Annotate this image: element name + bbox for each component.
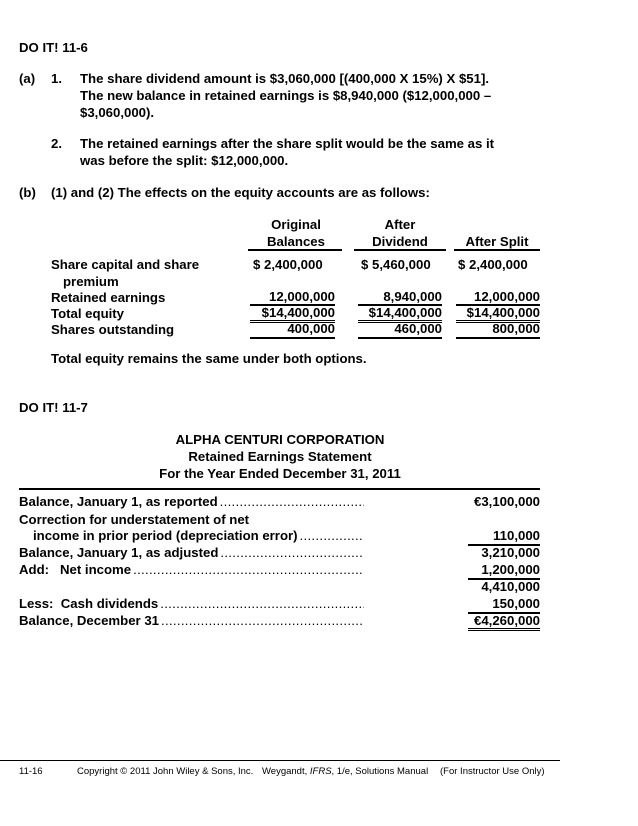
- row-share-capital-label-2: premium: [63, 274, 119, 289]
- row-total-equity-label: Total equity: [51, 306, 125, 321]
- row-share-capital-original: $ 2,400,000: [253, 257, 323, 272]
- row-share-capital-split: $ 2,400,000: [458, 257, 528, 272]
- row-retained-earnings-split: 12,000,000: [473, 289, 540, 304]
- row-shares-outstanding-dividend: 460,000: [394, 321, 442, 336]
- item-2-line-1: The retained earnings after the share split would be the same as it: [80, 136, 495, 151]
- line-balance-adjusted-amount: 3,210,000: [481, 545, 540, 560]
- row-total-equity-original: $14,400,000: [261, 305, 335, 320]
- footer-book: [262, 766, 428, 777]
- shares-split-rule: [456, 337, 540, 339]
- line-balance-reported: [19, 494, 364, 509]
- line-cash-dividends: [19, 596, 364, 611]
- item-1-line-3: $3,060,000).: [80, 105, 155, 120]
- line-balance-reported-label: Balance, January 1, as reported: [19, 494, 218, 509]
- footer-book-rest: , 1/e, Solutions Manual: [331, 766, 429, 777]
- line-net-income-amount: 1,200,000: [481, 562, 540, 577]
- col-after-line-2: Dividend: [372, 234, 428, 249]
- col-after-underline: [354, 249, 446, 251]
- row-retained-earnings-original: 12,000,000: [268, 289, 335, 304]
- line-correction-amount: 110,000: [493, 528, 540, 543]
- line-correction-detail: [33, 528, 364, 543]
- line-balance-dec31-label: Balance, December 31: [19, 613, 160, 628]
- footer-copyright: Copyright © 2011 John Wiley & Sons, Inc.: [77, 766, 254, 777]
- row-total-equity-dividend: $14,400,000: [368, 305, 442, 320]
- shares-dividend-rule: [358, 337, 442, 339]
- part-b-label: (b): [19, 185, 36, 200]
- row-share-capital-label: Share capital and share: [51, 257, 200, 272]
- footer-book-title: IFRS: [309, 766, 332, 777]
- col-split-underline: [454, 249, 540, 251]
- footer-rule: [0, 760, 560, 761]
- section-heading-11-7: DO IT! 11-7: [19, 400, 88, 415]
- col-split-header: After Split: [465, 234, 529, 249]
- part-b-text: (1) and (2) The effects on the equity accounts are as follows:: [51, 185, 430, 200]
- shares-original-rule: [250, 337, 335, 339]
- line-balance-adjusted: [19, 545, 364, 560]
- ending-balance-double-rule: [468, 628, 540, 631]
- line-net-income: [19, 562, 364, 577]
- conclusion-text: Total equity remains the same under both options.: [51, 351, 367, 366]
- line-correction-label: Correction for understatement of net: [19, 512, 250, 527]
- row-retained-earnings-dividend: 8,940,000: [383, 289, 442, 304]
- row-share-capital-dividend: $ 5,460,000: [361, 257, 431, 272]
- footer-instructor-note: (For Instructor Use Only): [440, 766, 545, 777]
- item-1-line-2: The new balance in retained earnings is $8,940,000 ($12,000,000 –: [80, 88, 492, 103]
- section-heading-11-6: DO IT! 11-6: [19, 40, 88, 55]
- item-2-line-2: was before the split: $12,000,000.: [80, 153, 289, 168]
- item-1-line-1: The share dividend amount is $3,060,000 [(400,000 X 15%) X $51].: [80, 71, 489, 86]
- row-shares-outstanding-original: 400,000: [287, 321, 335, 336]
- line-balance-dec31-amount: €4,260,000: [473, 613, 540, 628]
- col-original-line-2: Balances: [267, 234, 325, 249]
- statement-title: Retained Earnings Statement: [188, 449, 372, 464]
- line-correction-detail-label: income in prior period (depreciation error): [33, 528, 298, 543]
- row-total-equity-split: $14,400,000: [466, 305, 540, 320]
- company-name: ALPHA CENTURI CORPORATION: [175, 432, 385, 447]
- col-after-line-1: After: [384, 217, 416, 232]
- line-cash-dividends-label: Less: Cash dividends: [19, 596, 159, 611]
- statement-header-rule: [19, 488, 540, 490]
- statement-period: For the Year Ended December 31, 2011: [159, 466, 401, 481]
- item-1-number: 1.: [51, 71, 62, 86]
- line-balance-dec31: [19, 613, 364, 628]
- row-shares-outstanding-split: 800,000: [492, 321, 540, 336]
- col-original-underline: [248, 249, 342, 251]
- item-2-number: 2.: [51, 136, 62, 151]
- footer-page-number: 11-16: [19, 766, 43, 777]
- line-subtotal-amount: 4,410,000: [481, 579, 540, 594]
- line-balance-reported-amount: €3,100,000: [473, 494, 540, 509]
- part-a-label: (a): [19, 71, 36, 86]
- line-cash-dividends-amount: 150,000: [492, 596, 540, 611]
- row-retained-earnings-label: Retained earnings: [51, 290, 166, 305]
- line-balance-adjusted-label: Balance, January 1, as adjusted: [19, 545, 219, 560]
- footer-book-author: Weygandt,: [262, 766, 310, 777]
- row-shares-outstanding-label: Shares outstanding: [51, 322, 175, 337]
- line-net-income-label: Add: Net income: [19, 562, 132, 577]
- col-original-line-1: Original: [271, 217, 321, 232]
